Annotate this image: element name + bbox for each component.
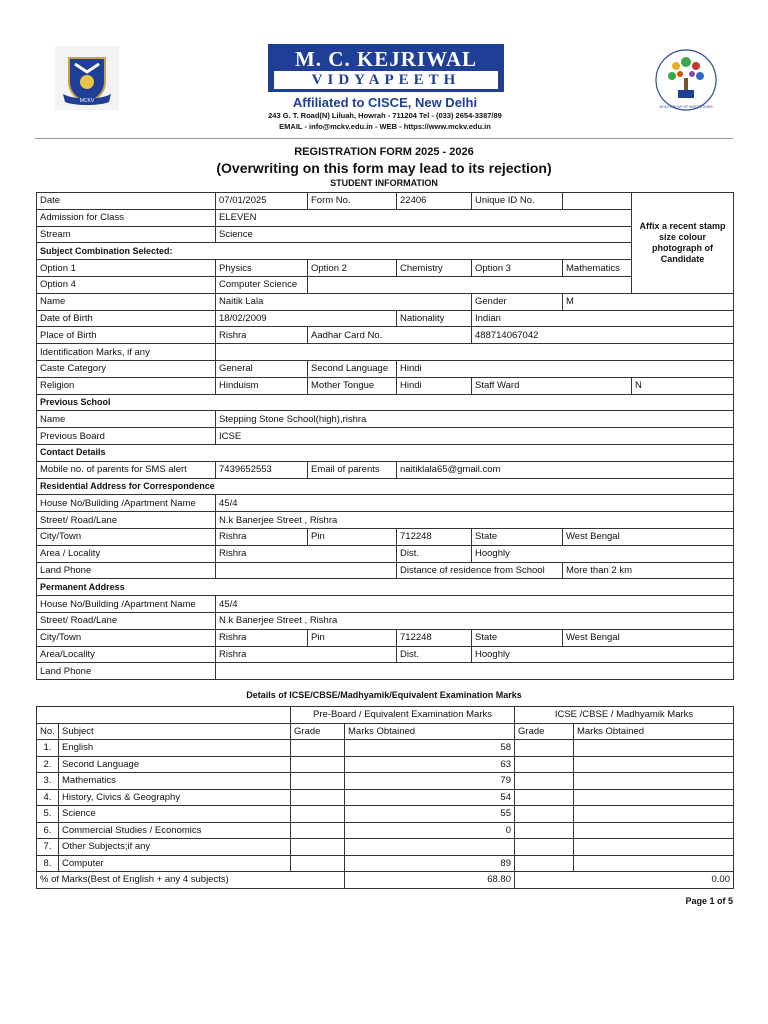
marks-section-title: Details of ICSE/CBSE/Madhyamik/Equivalent Examination Marks <box>246 690 522 700</box>
table-row <box>37 327 734 344</box>
preboard-marks: 0 <box>345 822 515 839</box>
res-area-value: Rishra <box>216 545 397 562</box>
subject-combination-heading: Subject Combination Selected: <box>37 243 632 260</box>
table-row <box>37 773 734 790</box>
field-label: Date of Birth <box>37 310 216 327</box>
res-district-value: Hooghly <box>472 545 734 562</box>
subject-name: Mathematics <box>59 773 291 790</box>
field-label: Identification Marks, if any <box>37 344 216 361</box>
table-row <box>37 512 734 529</box>
field-label: Pin <box>308 528 397 545</box>
board-grade <box>515 806 574 823</box>
school-address <box>150 110 620 132</box>
nationality-value: Indian <box>472 310 734 327</box>
page-number: Page 1 of 5 <box>685 896 733 906</box>
empty-cell <box>308 276 632 293</box>
field-label: Stream <box>37 226 216 243</box>
table-row <box>37 344 734 361</box>
preboard-grade <box>291 756 345 773</box>
second-language-value: Hindi <box>397 360 734 377</box>
field-label: State <box>472 528 563 545</box>
dob-value: 18/02/2009 <box>216 310 397 327</box>
row-number: 5. <box>37 806 59 823</box>
option3-value: Mathematics <box>563 260 632 277</box>
field-label: Aadhar Card No. <box>308 327 472 344</box>
field-label: Option 1 <box>37 260 216 277</box>
student-information-table <box>36 192 734 680</box>
empty-cell <box>37 707 291 724</box>
table-row <box>37 209 734 226</box>
column-header: Marks Obtained <box>345 723 515 740</box>
preboard-marks: 63 <box>345 756 515 773</box>
res-pin-value: 712248 <box>397 528 472 545</box>
aadhar-value: 488714067042 <box>472 327 734 344</box>
table-row <box>37 260 734 277</box>
field-label: Caste Category <box>37 360 216 377</box>
table-row <box>37 377 734 394</box>
field-label: Area / Locality <box>37 545 216 562</box>
column-header: Subject <box>59 723 291 740</box>
email-value: naitiklala65@gmail.com <box>397 461 734 478</box>
table-row <box>37 646 734 663</box>
field-label: Gender <box>472 293 563 310</box>
field-label: Pin <box>308 629 397 646</box>
subject-name: Second Language <box>59 756 291 773</box>
field-label: Street/ Road/Lane <box>37 512 216 529</box>
table-row <box>37 839 734 856</box>
contact-details-heading: Contact Details <box>37 444 734 461</box>
field-label: State <box>472 629 563 646</box>
row-number: 2. <box>37 756 59 773</box>
field-label: Mother Tongue <box>308 377 397 394</box>
subject-name: History, Civics & Geography <box>59 789 291 806</box>
table-row <box>37 596 734 613</box>
preboard-marks-heading: Pre-Board / Equivalent Examination Marks <box>291 707 515 724</box>
previous-board-value: ICSE <box>216 428 734 445</box>
field-label: Place of Birth <box>37 327 216 344</box>
board-marks <box>574 822 734 839</box>
previous-school-heading: Previous School <box>37 394 734 411</box>
field-label: Staff Ward <box>472 377 632 394</box>
row-number: 7. <box>37 839 59 856</box>
field-label: Option 4 <box>37 276 216 293</box>
form-number-value: 22406 <box>397 193 472 210</box>
table-row <box>37 528 734 545</box>
table-row <box>37 360 734 377</box>
res-street-value: N.k Banerjee Street , Rishra <box>216 512 734 529</box>
board-marks <box>574 789 734 806</box>
column-header: Grade <box>515 723 574 740</box>
distance-value: More than 2 km <box>563 562 734 579</box>
field-label: Unique ID No. <box>472 193 563 210</box>
table-row <box>37 276 734 293</box>
row-number: 1. <box>37 740 59 757</box>
left-logo-text: MCKV <box>79 98 95 104</box>
table-row <box>37 461 734 478</box>
table-row <box>37 394 734 411</box>
column-header: Grade <box>291 723 345 740</box>
preboard-grade <box>291 855 345 872</box>
religion-value: Hinduism <box>216 377 308 394</box>
field-label: Option 3 <box>472 260 563 277</box>
table-row <box>37 872 734 889</box>
field-label: Name <box>37 293 216 310</box>
form-title: REGISTRATION FORM 2025 - 2026 <box>294 146 474 158</box>
table-row <box>37 740 734 757</box>
perm-city-value: Rishra <box>216 629 308 646</box>
res-state-value: West Bengal <box>563 528 734 545</box>
right-logo-text: MCKV GROUP OF INSTITUTIONS <box>659 105 713 109</box>
field-label: Nationality <box>397 310 472 327</box>
board-grade <box>515 822 574 839</box>
preboard-marks <box>345 839 515 856</box>
residential-address-heading: Residential Address for Correspondence <box>37 478 734 495</box>
table-row <box>37 444 734 461</box>
res-phone-value <box>216 562 397 579</box>
table-row <box>37 495 734 512</box>
preboard-grade <box>291 773 345 790</box>
board-marks <box>574 756 734 773</box>
date-value: 07/01/2025 <box>216 193 308 210</box>
school-name-line1: M. C. KEJRIWAL <box>294 47 477 71</box>
board-grade <box>515 839 574 856</box>
board-grade <box>515 855 574 872</box>
group-institutions-logo <box>650 44 722 116</box>
preboard-grade <box>291 822 345 839</box>
table-row <box>37 789 734 806</box>
table-row <box>37 612 734 629</box>
permanent-address-heading: Permanent Address <box>37 579 734 596</box>
table-row <box>37 310 734 327</box>
field-label: City/Town <box>37 528 216 545</box>
stream-value: Science <box>216 226 632 243</box>
subject-name: Other Subjects;if any <box>59 839 291 856</box>
row-number: 3. <box>37 773 59 790</box>
option1-value: Physics <box>216 260 308 277</box>
perm-pin-value: 712248 <box>397 629 472 646</box>
field-label: Land Phone <box>37 562 216 579</box>
field-label: Previous Board <box>37 428 216 445</box>
identification-marks-value <box>216 344 734 361</box>
photo-box: Affix a recent stamp size colour photograph of Candidate <box>632 193 734 294</box>
table-row <box>37 663 734 680</box>
table-row <box>37 723 734 740</box>
name-value: Naitik Lala <box>216 293 472 310</box>
table-row <box>37 629 734 646</box>
row-number: 4. <box>37 789 59 806</box>
overwrite-warning: (Overwriting on this form may lead to its rejection) <box>216 160 552 176</box>
mother-tongue-value: Hindi <box>397 377 472 394</box>
table-row <box>37 293 734 310</box>
school-crest-logo <box>55 46 119 110</box>
table-row <box>37 822 734 839</box>
table-row <box>37 579 734 596</box>
field-label: Dist. <box>397 545 472 562</box>
school-name-banner <box>268 44 504 92</box>
board-marks <box>574 839 734 856</box>
preboard-grade <box>291 839 345 856</box>
subject-name: English <box>59 740 291 757</box>
preboard-marks: 55 <box>345 806 515 823</box>
table-row <box>37 411 734 428</box>
field-label: Date <box>37 193 216 210</box>
field-label: Street/ Road/Lane <box>37 612 216 629</box>
perm-district-value: Hooghly <box>472 646 734 663</box>
subject-name: Computer <box>59 855 291 872</box>
field-label: City/Town <box>37 629 216 646</box>
gender-value: M <box>563 293 734 310</box>
address-line: 243 G. T. Road(N) Liluah, Howrah - 711204 Tel - (033) 2654-3387/89 <box>268 111 502 120</box>
preboard-marks: 58 <box>345 740 515 757</box>
field-label: Religion <box>37 377 216 394</box>
board-marks <box>574 806 734 823</box>
preboard-marks: 89 <box>345 855 515 872</box>
percentage-label: % of Marks(Best of English + any 4 subjects) <box>37 872 345 889</box>
preboard-grade <box>291 789 345 806</box>
section-title: STUDENT INFORMATION <box>330 178 438 188</box>
field-label: Email of parents <box>308 461 397 478</box>
board-marks-heading: ICSE /CBSE / Madhyamik Marks <box>515 707 734 724</box>
table-row <box>37 562 734 579</box>
previous-school-name-value: Stepping Stone School(high),rishra <box>216 411 734 428</box>
option2-value: Chemistry <box>397 260 472 277</box>
table-row <box>37 545 734 562</box>
field-label: Area/Locality <box>37 646 216 663</box>
table-row <box>37 707 734 724</box>
perm-street-value: N.k Banerjee Street , Rishra <box>216 612 734 629</box>
perm-state-value: West Bengal <box>563 629 734 646</box>
perm-phone-value <box>216 663 734 680</box>
header-divider <box>35 138 733 139</box>
caste-value: General <box>216 360 308 377</box>
preboard-marks: 54 <box>345 789 515 806</box>
field-label: Land Phone <box>37 663 216 680</box>
mobile-value: 7439652553 <box>216 461 308 478</box>
field-label: Mobile no. of parents for SMS alert <box>37 461 216 478</box>
res-house-value: 45/4 <box>216 495 734 512</box>
board-marks <box>574 740 734 757</box>
preboard-grade <box>291 806 345 823</box>
preboard-grade <box>291 740 345 757</box>
board-marks <box>574 773 734 790</box>
perm-area-value: Rishra <box>216 646 397 663</box>
board-percentage: 0.00 <box>515 872 734 889</box>
place-of-birth-value: Rishra <box>216 327 308 344</box>
board-grade <box>515 756 574 773</box>
table-row <box>37 226 734 243</box>
class-value: ELEVEN <box>216 209 632 226</box>
affiliation-text: Affiliated to CISCE, New Delhi <box>292 95 478 110</box>
subject-name: Commercial Studies / Economics <box>59 822 291 839</box>
examination-marks-table <box>36 706 734 889</box>
field-label: Option 2 <box>308 260 397 277</box>
field-label: Form No. <box>308 193 397 210</box>
table-row <box>37 193 734 210</box>
unique-id-value <box>563 193 632 210</box>
field-label: Admission for Class <box>37 209 216 226</box>
board-grade <box>515 789 574 806</box>
preboard-marks: 79 <box>345 773 515 790</box>
row-number: 6. <box>37 822 59 839</box>
table-row <box>37 806 734 823</box>
field-label: Distance of residence from School <box>397 562 563 579</box>
board-marks <box>574 855 734 872</box>
option4-value: Computer Science <box>216 276 308 293</box>
staff-ward-value: N <box>632 377 734 394</box>
school-name-line2: VIDYAPEETH <box>274 71 498 89</box>
field-label: House No/Building /Apartment Name <box>37 495 216 512</box>
table-row <box>37 855 734 872</box>
preboard-percentage: 68.80 <box>345 872 515 889</box>
field-label: Name <box>37 411 216 428</box>
field-label: Dist. <box>397 646 472 663</box>
field-label: House No/Building /Apartment Name <box>37 596 216 613</box>
column-header: Marks Obtained <box>574 723 734 740</box>
subject-name: Science <box>59 806 291 823</box>
table-row <box>37 428 734 445</box>
board-grade <box>515 740 574 757</box>
row-number: 8. <box>37 855 59 872</box>
table-row <box>37 756 734 773</box>
perm-house-value: 45/4 <box>216 596 734 613</box>
email-web-line: EMAIL - info@mckv.edu.in - WEB - https://www.mckv.edu.in <box>279 122 491 131</box>
field-label: Second Language <box>308 360 397 377</box>
board-grade <box>515 773 574 790</box>
table-row <box>37 478 734 495</box>
res-city-value: Rishra <box>216 528 308 545</box>
table-row <box>37 243 734 260</box>
column-header: No. <box>37 723 59 740</box>
